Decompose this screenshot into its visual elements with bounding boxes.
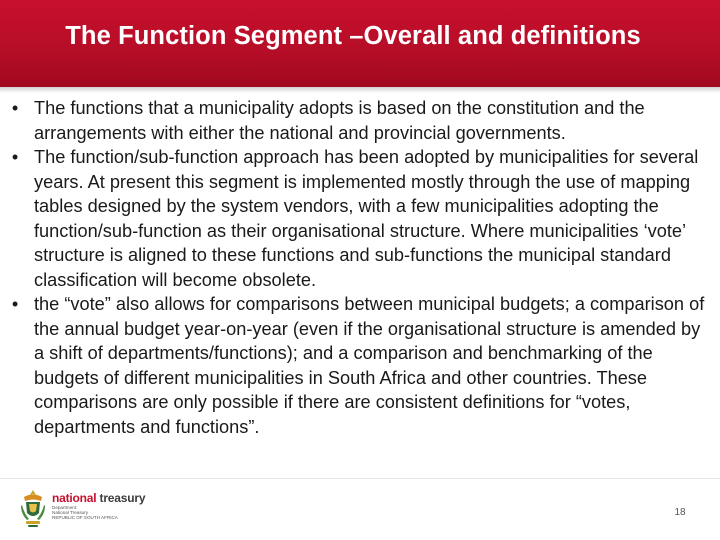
- logo-subline: REPUBLIC OF SOUTH AFRICA: [52, 515, 118, 521]
- bullet-item: [8, 292, 714, 439]
- bullet-text: The functions that a municipality adopts is based on the constitution and the arrangements with either the national and provincial governments.: [34, 98, 645, 143]
- coat-of-arms-icon: [20, 489, 46, 529]
- slide-title: The Function Segment –Overall and definitions: [65, 22, 641, 50]
- national-treasury-logo: [52, 491, 145, 521]
- page-number: 18: [674, 507, 686, 518]
- logo-word-national: national: [52, 491, 97, 505]
- bullet-item: [8, 145, 714, 292]
- logo-word-treasury: treasury: [96, 491, 146, 505]
- slide-content: [8, 96, 714, 439]
- bullet-item: [8, 96, 714, 145]
- bullet-text: the “vote” also allows for comparisons between municipal budgets; a comparison of the annual budget year-on-year (even if the organisational structure is amended by a shift of departments/functions); and a comparison and benchmarking of the budgets of different municipalities in South Africa and other countries. These comparisons are only possible if there are consistent definitions for “votes, departments and functions”.: [34, 294, 705, 437]
- bullet-dot: •: [11, 147, 19, 167]
- logo-wordmark: [52, 491, 145, 505]
- bullet-text: The function/sub-function approach has been adopted by municipalities for several years. At present this segment is implemented mostly through the use of mapping tables designed by the system vendors, with a few municipalities adopting the function/sub-function as their organisational structure. Where municipalities ‘vote’ structure is aligned to these functions and sub-functions the municipal standard classification will become obsolete.: [34, 147, 699, 290]
- logo-subline: Department:: [52, 505, 78, 510]
- bullet-dot: •: [11, 98, 19, 118]
- title-bar: [0, 0, 720, 87]
- bullet-list: [8, 96, 714, 439]
- logo-subline: National Treasury: [52, 510, 89, 516]
- bullet-dot: •: [11, 294, 19, 314]
